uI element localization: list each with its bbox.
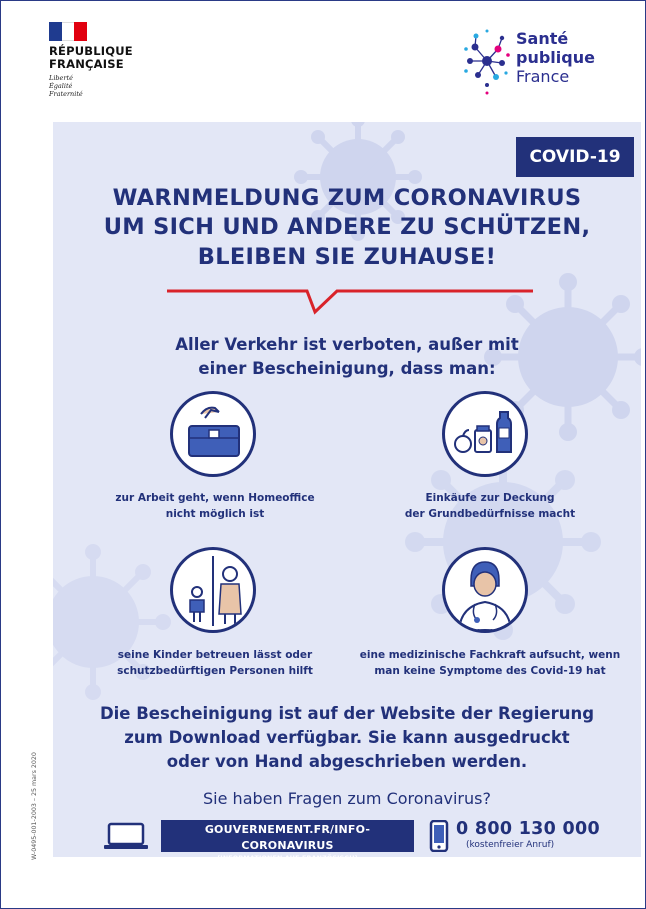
french-flag <box>49 22 87 41</box>
website-link[interactable] <box>161 820 414 862</box>
download-line-3: oder von Hand abgeschrieben werden. <box>166 752 528 771</box>
intro-text <box>53 333 641 381</box>
network-dots-icon <box>462 27 512 99</box>
motto-fraternite: Fraternité <box>49 90 83 98</box>
agency-line-3: France <box>516 67 570 86</box>
hotline-number[interactable]: 0 800 130 000 <box>456 819 600 839</box>
republique-francaise-logo <box>49 22 133 98</box>
website-url[interactable]: GOUVERNEMENT.FR/INFO-CORONAVIRUS <box>204 823 371 852</box>
agency-line-1: Santé <box>516 29 569 48</box>
republic-line-1: RÉPUBLIQUE <box>49 44 133 58</box>
exception-shopping-line-2: der Grundbedürfnisse macht <box>404 508 576 520</box>
groceries-icon <box>442 391 528 477</box>
motto-liberte: Liberté <box>49 74 73 82</box>
download-line-1: Die Bescheinigung ist auf der Website der Regierung <box>99 704 595 723</box>
smartphone-icon <box>429 820 449 852</box>
exception-care-caption <box>95 647 335 679</box>
laptop-icon <box>103 822 149 852</box>
exception-care-line-1: seine Kinder betreuen lässt oder <box>117 649 313 661</box>
agency-line-2: publique <box>516 48 595 67</box>
contact-footer <box>103 818 603 862</box>
headline <box>53 184 641 272</box>
headline-line-2: UM SICH UND ANDERE ZU SCHÜTZEN, <box>103 214 591 240</box>
covid-badge: COVID-19 <box>516 137 634 177</box>
exception-care-line-2: schutzbedürftigen Personen hilft <box>117 665 313 677</box>
exception-medical-caption <box>340 647 640 679</box>
exception-work-line-2: nicht möglich ist <box>165 508 265 520</box>
exception-work-line-1: zur Arbeit geht, wenn Homeoffice <box>115 492 315 504</box>
exception-medical-line-2: man keine Symptome des Covid-19 hat <box>374 665 606 677</box>
intro-line-2: einer Bescheinigung, dass man: <box>198 359 496 378</box>
download-line-2: zum Download verfügbar. Sie kann ausgedruckt <box>124 728 570 747</box>
motto-egalite: Égalité <box>49 82 73 90</box>
republic-line-2: FRANÇAISE <box>49 57 124 71</box>
question-text: Sie haben Fragen zum Coronavirus? <box>203 789 491 808</box>
doctor-icon <box>442 547 528 633</box>
family-icon <box>170 547 256 633</box>
exception-shopping-line-1: Einkäufe zur Deckung <box>425 492 555 504</box>
headline-line-3: BLEIBEN SIE ZUHAUSE! <box>197 244 497 270</box>
document-reference: W-0495-001-2003 – 25 mars 2020 <box>31 752 38 860</box>
headline-line-1: WARNMELDUNG ZUM CORONAVIRUS <box>112 185 582 211</box>
intro-line-1: Aller Verkehr ist verboten, außer mit <box>175 335 519 354</box>
website-language-note: (INFORMATIONEN AUF FRANZÖSISCH) <box>217 855 358 862</box>
speech-bubble-underline <box>165 286 535 316</box>
sante-publique-france-logo <box>462 27 612 99</box>
download-info <box>53 702 641 774</box>
briefcase-icon <box>170 391 256 477</box>
hotline-note: (kostenfreier Anruf) <box>466 840 555 850</box>
exception-work-caption <box>95 490 335 522</box>
exception-shopping-caption <box>370 490 610 522</box>
exception-medical-line-1: eine medizinische Fachkraft aufsucht, wenn <box>359 649 621 661</box>
